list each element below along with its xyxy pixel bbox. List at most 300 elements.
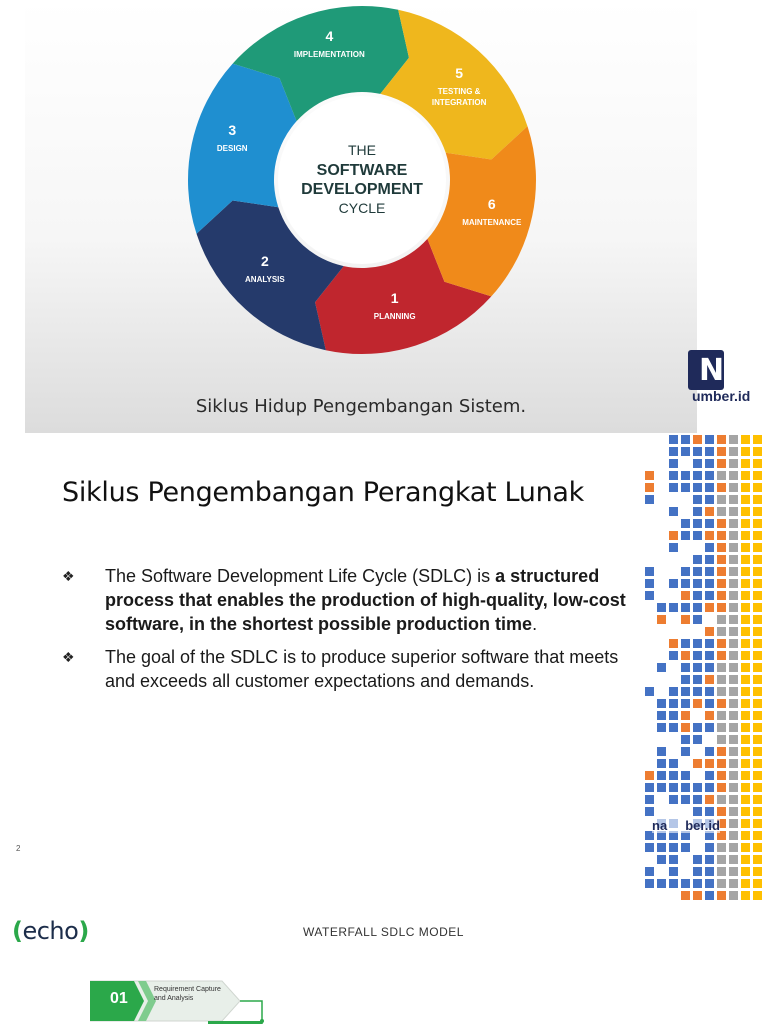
bullet-item <box>62 645 652 693</box>
mosaic-tile <box>669 639 678 648</box>
mosaic-tile <box>693 651 702 660</box>
mosaic-tile <box>705 579 714 588</box>
mosaic-tile <box>705 879 714 888</box>
mosaic-tile <box>729 879 738 888</box>
mosaic-tile <box>753 759 762 768</box>
mosaic-tile <box>681 615 690 624</box>
cycle-caption: Siklus Hidup Pengembangan Sistem. <box>195 396 527 417</box>
mosaic-tile <box>741 867 750 876</box>
mosaic-tile <box>693 435 702 444</box>
cycle-segment-label: DESIGN <box>216 143 248 153</box>
slide-title: Siklus Pengembangan Perangkat Lunak <box>62 477 584 508</box>
cycle-segment-number: 5 <box>455 65 464 82</box>
mosaic-tile <box>717 435 726 444</box>
mosaic-tile <box>741 519 750 528</box>
mosaic-tile <box>753 543 762 552</box>
mosaic-tile <box>729 495 738 504</box>
mosaic-tile <box>729 447 738 456</box>
mosaic-tile <box>669 843 678 852</box>
waterfall-slide <box>0 905 768 1024</box>
mosaic-tile <box>657 879 666 888</box>
mosaic-tile <box>693 471 702 480</box>
cycle-segment-label: TESTING & <box>437 87 481 97</box>
mosaic-tile <box>717 723 726 732</box>
logo-mark-icon: Ni <box>688 350 724 390</box>
cycle-segment-number: 6 <box>487 196 496 213</box>
mosaic-tile <box>729 603 738 612</box>
mosaic-tile <box>753 651 762 660</box>
mosaic-tile <box>753 735 762 744</box>
mosaic-tile <box>729 723 738 732</box>
mosaic-tile <box>741 435 750 444</box>
decorative-mosaic <box>645 433 768 905</box>
mosaic-tile <box>753 867 762 876</box>
mosaic-tile <box>717 891 726 900</box>
mosaic-tile <box>705 519 714 528</box>
mosaic-tile <box>705 699 714 708</box>
mosaic-tile <box>693 639 702 648</box>
mosaic-tile <box>741 687 750 696</box>
step-number: 01 <box>110 990 128 1007</box>
mosaic-tile <box>657 771 666 780</box>
mosaic-tile <box>753 495 762 504</box>
mosaic-tile <box>753 843 762 852</box>
mosaic-tile <box>645 867 654 876</box>
cycle-segment-label: PLANNING <box>373 311 416 321</box>
mosaic-tile <box>741 603 750 612</box>
mosaic-tile <box>717 867 726 876</box>
mosaic-tile <box>681 675 690 684</box>
echo-logo: (echo) <box>12 917 89 945</box>
mosaic-tile <box>741 615 750 624</box>
mosaic-tile <box>681 663 690 672</box>
mosaic-tile <box>669 579 678 588</box>
diamond-bullet-icon: ❖ <box>62 568 75 584</box>
mosaic-tile <box>705 531 714 540</box>
mosaic-tile <box>741 651 750 660</box>
mosaic-tile <box>729 675 738 684</box>
mosaic-tile <box>729 531 738 540</box>
mosaic-tile <box>741 471 750 480</box>
mosaic-tile <box>669 783 678 792</box>
mosaic-tile <box>741 879 750 888</box>
mosaic-tile <box>705 471 714 480</box>
mosaic-tile <box>693 555 702 564</box>
mosaic-tile <box>753 603 762 612</box>
mosaic-tile <box>645 807 654 816</box>
mosaic-tile <box>681 771 690 780</box>
mosaic-tile <box>729 567 738 576</box>
mosaic-tile <box>693 579 702 588</box>
mosaic-tile <box>741 711 750 720</box>
mosaic-tile <box>717 783 726 792</box>
mosaic-tile <box>741 447 750 456</box>
mosaic-tile <box>717 699 726 708</box>
mosaic-tile <box>753 579 762 588</box>
mosaic-tile <box>705 807 714 816</box>
mosaic-tile <box>741 747 750 756</box>
mosaic-tile <box>717 591 726 600</box>
mosaic-tile <box>753 795 762 804</box>
mosaic-tile <box>705 711 714 720</box>
mosaic-tile <box>669 447 678 456</box>
mosaic-tile <box>729 651 738 660</box>
mosaic-tile <box>717 531 726 540</box>
mosaic-tile <box>705 567 714 576</box>
diamond-bullet-icon: ❖ <box>62 649 75 665</box>
mosaic-tile <box>741 759 750 768</box>
mosaic-tile <box>645 687 654 696</box>
mosaic-tile <box>717 639 726 648</box>
mosaic-tile <box>729 795 738 804</box>
mosaic-tile <box>717 879 726 888</box>
mosaic-tile <box>681 723 690 732</box>
mosaic-tile <box>729 483 738 492</box>
mosaic-tile <box>669 723 678 732</box>
mosaic-tile <box>741 831 750 840</box>
mosaic-tile <box>693 591 702 600</box>
cycle-center-text: SOFTWARE <box>316 162 408 179</box>
mosaic-tile <box>717 663 726 672</box>
mosaic-tile <box>741 567 750 576</box>
cycle-segment-label: IMPLEMENTATION <box>293 50 365 60</box>
mosaic-tile <box>741 579 750 588</box>
mosaic-tile <box>657 843 666 852</box>
mosaic-tile <box>729 807 738 816</box>
mosaic-tile <box>645 879 654 888</box>
mosaic-tile <box>729 663 738 672</box>
mosaic-tile <box>741 507 750 516</box>
mosaic-tile <box>693 807 702 816</box>
mosaic-tile <box>753 483 762 492</box>
mosaic-tile <box>717 759 726 768</box>
mosaic-tile <box>741 531 750 540</box>
mosaic-tile <box>717 747 726 756</box>
mosaic-tile <box>753 879 762 888</box>
cycle-segment-number: 3 <box>228 121 237 138</box>
mosaic-tile <box>693 783 702 792</box>
mosaic-tile <box>717 675 726 684</box>
mosaic-tile <box>729 435 738 444</box>
mosaic-tile <box>729 819 738 828</box>
mosaic-tile <box>705 639 714 648</box>
mosaic-tile <box>705 795 714 804</box>
mosaic-tile <box>741 591 750 600</box>
mosaic-tile <box>705 555 714 564</box>
mosaic-tile <box>729 471 738 480</box>
mosaic-tile <box>717 735 726 744</box>
mosaic-tile <box>753 663 762 672</box>
mosaic-tile <box>717 579 726 588</box>
mosaic-tile <box>753 783 762 792</box>
mosaic-tile <box>669 699 678 708</box>
mosaic-tile <box>693 723 702 732</box>
mosaic-tile <box>669 603 678 612</box>
mosaic-tile <box>657 615 666 624</box>
mosaic-tile <box>657 723 666 732</box>
mosaic-tile <box>693 507 702 516</box>
mosaic-tile <box>693 495 702 504</box>
mosaic-tile <box>753 531 762 540</box>
mosaic-tile <box>729 831 738 840</box>
mosaic-tile <box>693 447 702 456</box>
mosaic-tile <box>693 867 702 876</box>
mosaic-tile <box>741 795 750 804</box>
mosaic-tile <box>705 771 714 780</box>
mosaic-tile <box>705 891 714 900</box>
mosaic-tile <box>729 843 738 852</box>
mosaic-tile <box>741 891 750 900</box>
mosaic-tile <box>753 747 762 756</box>
mosaic-tile <box>741 783 750 792</box>
mosaic-tile <box>717 519 726 528</box>
mosaic-tile <box>681 603 690 612</box>
mosaic-tile <box>741 843 750 852</box>
mosaic-tile <box>741 699 750 708</box>
mosaic-tile <box>753 555 762 564</box>
mosaic-tile <box>717 567 726 576</box>
mosaic-tile <box>693 567 702 576</box>
mosaic-tile <box>645 567 654 576</box>
mosaic-tile <box>693 483 702 492</box>
mosaic-tile <box>645 579 654 588</box>
mosaic-tile <box>729 579 738 588</box>
mosaic-tile <box>669 687 678 696</box>
mosaic-tile <box>753 891 762 900</box>
mosaic-tile <box>741 555 750 564</box>
mosaic-tile <box>681 795 690 804</box>
mosaic-tile <box>669 543 678 552</box>
watermark-logo: na ber.id <box>652 818 720 833</box>
mosaic-tile <box>681 591 690 600</box>
mosaic-tile <box>753 855 762 864</box>
mosaic-tile <box>705 495 714 504</box>
mosaic-tile <box>729 855 738 864</box>
mosaic-tile <box>753 567 762 576</box>
mosaic-tile <box>693 531 702 540</box>
mosaic-tile <box>669 855 678 864</box>
mosaic-tile <box>753 771 762 780</box>
mosaic-tile <box>729 615 738 624</box>
mosaic-tile <box>753 459 762 468</box>
mosaic-tile <box>669 435 678 444</box>
mosaic-tile <box>753 807 762 816</box>
mosaic-tile <box>717 795 726 804</box>
cycle-segment-label: ANALYSIS <box>245 274 285 284</box>
mosaic-tile <box>705 747 714 756</box>
mosaic-tile <box>705 675 714 684</box>
mosaic-tile <box>645 471 654 480</box>
mosaic-tile <box>753 699 762 708</box>
mosaic-tile <box>741 819 750 828</box>
mosaic-tile <box>669 471 678 480</box>
mosaic-tile <box>705 459 714 468</box>
cycle-segment-label: MAINTENANCE <box>462 218 522 228</box>
mosaic-tile <box>741 627 750 636</box>
mosaic-tile <box>753 831 762 840</box>
step-label: Requirement Capture and Analysis <box>154 986 221 1002</box>
mosaic-tile <box>705 591 714 600</box>
mosaic-tile <box>741 663 750 672</box>
mosaic-tile <box>693 519 702 528</box>
mosaic-tile <box>717 651 726 660</box>
mosaic-tile <box>729 711 738 720</box>
mosaic-tile <box>669 507 678 516</box>
mosaic-tile <box>717 471 726 480</box>
mosaic-tile <box>681 531 690 540</box>
mosaic-tile <box>717 627 726 636</box>
sdlc-definition-slide <box>0 433 768 905</box>
mosaic-tile <box>669 459 678 468</box>
mosaic-tile <box>669 651 678 660</box>
mosaic-tile <box>693 855 702 864</box>
mosaic-tile <box>717 447 726 456</box>
mosaic-tile <box>753 591 762 600</box>
mosaic-tile <box>705 483 714 492</box>
mosaic-tile <box>717 771 726 780</box>
mosaic-tile <box>717 483 726 492</box>
cycle-segment-number: 2 <box>260 252 269 269</box>
mosaic-tile <box>717 687 726 696</box>
mosaic-tile <box>741 771 750 780</box>
mosaic-tile <box>753 819 762 828</box>
mosaic-tile <box>729 507 738 516</box>
mosaic-tile <box>729 699 738 708</box>
mosaic-tile <box>705 723 714 732</box>
mosaic-tile <box>717 603 726 612</box>
mosaic-tile <box>753 639 762 648</box>
mosaic-tile <box>681 639 690 648</box>
cycle-segment-number: 1 <box>390 289 399 306</box>
mosaic-tile <box>729 687 738 696</box>
mosaic-tile <box>717 507 726 516</box>
mosaic-tile <box>681 711 690 720</box>
mosaic-tile <box>753 627 762 636</box>
mosaic-tile <box>705 759 714 768</box>
mosaic-tile <box>681 891 690 900</box>
mosaic-tile <box>753 711 762 720</box>
mosaic-tile <box>669 771 678 780</box>
mosaic-tile <box>657 747 666 756</box>
mosaic-tile <box>693 687 702 696</box>
mosaic-tile <box>657 603 666 612</box>
mosaic-tile <box>669 759 678 768</box>
mosaic-tile <box>729 867 738 876</box>
mosaic-tile <box>645 771 654 780</box>
mosaic-tile <box>741 675 750 684</box>
mosaic-tile <box>753 447 762 456</box>
mosaic-tile <box>681 735 690 744</box>
mosaic-tile <box>729 543 738 552</box>
mosaic-tile <box>729 519 738 528</box>
mosaic-tile <box>705 855 714 864</box>
slide-title: WATERFALL SDLC MODEL <box>303 925 464 939</box>
mosaic-tile <box>753 687 762 696</box>
mosaic-tile <box>657 699 666 708</box>
mosaic-tile <box>693 879 702 888</box>
mosaic-tile <box>681 747 690 756</box>
mosaic-tile <box>705 663 714 672</box>
cycle-center-text: CYCLE <box>338 200 386 216</box>
mosaic-tile <box>729 747 738 756</box>
mosaic-tile <box>729 639 738 648</box>
mosaic-tile <box>741 483 750 492</box>
mosaic-tile <box>693 459 702 468</box>
mosaic-tile <box>753 519 762 528</box>
mosaic-tile <box>693 603 702 612</box>
mosaic-tile <box>729 771 738 780</box>
mosaic-tile <box>693 615 702 624</box>
mosaic-tile <box>741 807 750 816</box>
mosaic-tile <box>717 459 726 468</box>
mosaic-tile <box>729 459 738 468</box>
mosaic-tile <box>753 471 762 480</box>
sdlc-cycle-diagram <box>25 0 697 433</box>
mosaic-tile <box>681 519 690 528</box>
mosaic-tile <box>693 735 702 744</box>
mosaic-tile <box>717 495 726 504</box>
mosaic-tile <box>645 843 654 852</box>
mosaic-tile <box>705 507 714 516</box>
mosaic-tile <box>669 531 678 540</box>
mosaic-tile <box>705 447 714 456</box>
mosaic-tile <box>717 543 726 552</box>
mosaic-tile <box>681 483 690 492</box>
mosaic-tile <box>717 711 726 720</box>
mosaic-tile <box>657 783 666 792</box>
mosaic-tile <box>669 711 678 720</box>
mosaic-tile <box>669 483 678 492</box>
mosaic-tile <box>693 891 702 900</box>
mosaic-tile <box>729 783 738 792</box>
mosaic-tile <box>693 759 702 768</box>
mosaic-tile <box>741 639 750 648</box>
mosaic-tile <box>681 879 690 888</box>
mosaic-tile <box>657 855 666 864</box>
waterfall-step-1 <box>90 977 250 1019</box>
mosaic-tile <box>657 711 666 720</box>
mosaic-tile <box>669 867 678 876</box>
mosaic-tile <box>645 591 654 600</box>
step-arrow-shape <box>90 977 370 1024</box>
mosaic-tile <box>645 783 654 792</box>
mosaic-tile <box>753 507 762 516</box>
cycle-center-text: DEVELOPMENT <box>301 181 423 198</box>
cycle-center-text: THE <box>348 142 376 158</box>
logo-text: umber.id <box>692 388 751 404</box>
mosaic-tile <box>753 615 762 624</box>
mosaic-tile <box>729 555 738 564</box>
mosaic-tile <box>705 867 714 876</box>
mosaic-tile <box>741 543 750 552</box>
mosaic-tile <box>669 795 678 804</box>
mosaic-tile <box>705 783 714 792</box>
mosaic-tile <box>717 615 726 624</box>
mosaic-tile <box>681 783 690 792</box>
mosaic-tile <box>717 555 726 564</box>
mosaic-tile <box>669 879 678 888</box>
mosaic-tile <box>705 687 714 696</box>
mosaic-tile <box>729 627 738 636</box>
bullet-item <box>62 564 652 636</box>
mosaic-tile <box>681 471 690 480</box>
mosaic-tile <box>681 651 690 660</box>
mosaic-tile <box>705 543 714 552</box>
mosaic-tile <box>645 795 654 804</box>
mosaic-tile <box>657 759 666 768</box>
mosaic-tile <box>681 687 690 696</box>
mosaic-tile <box>705 843 714 852</box>
